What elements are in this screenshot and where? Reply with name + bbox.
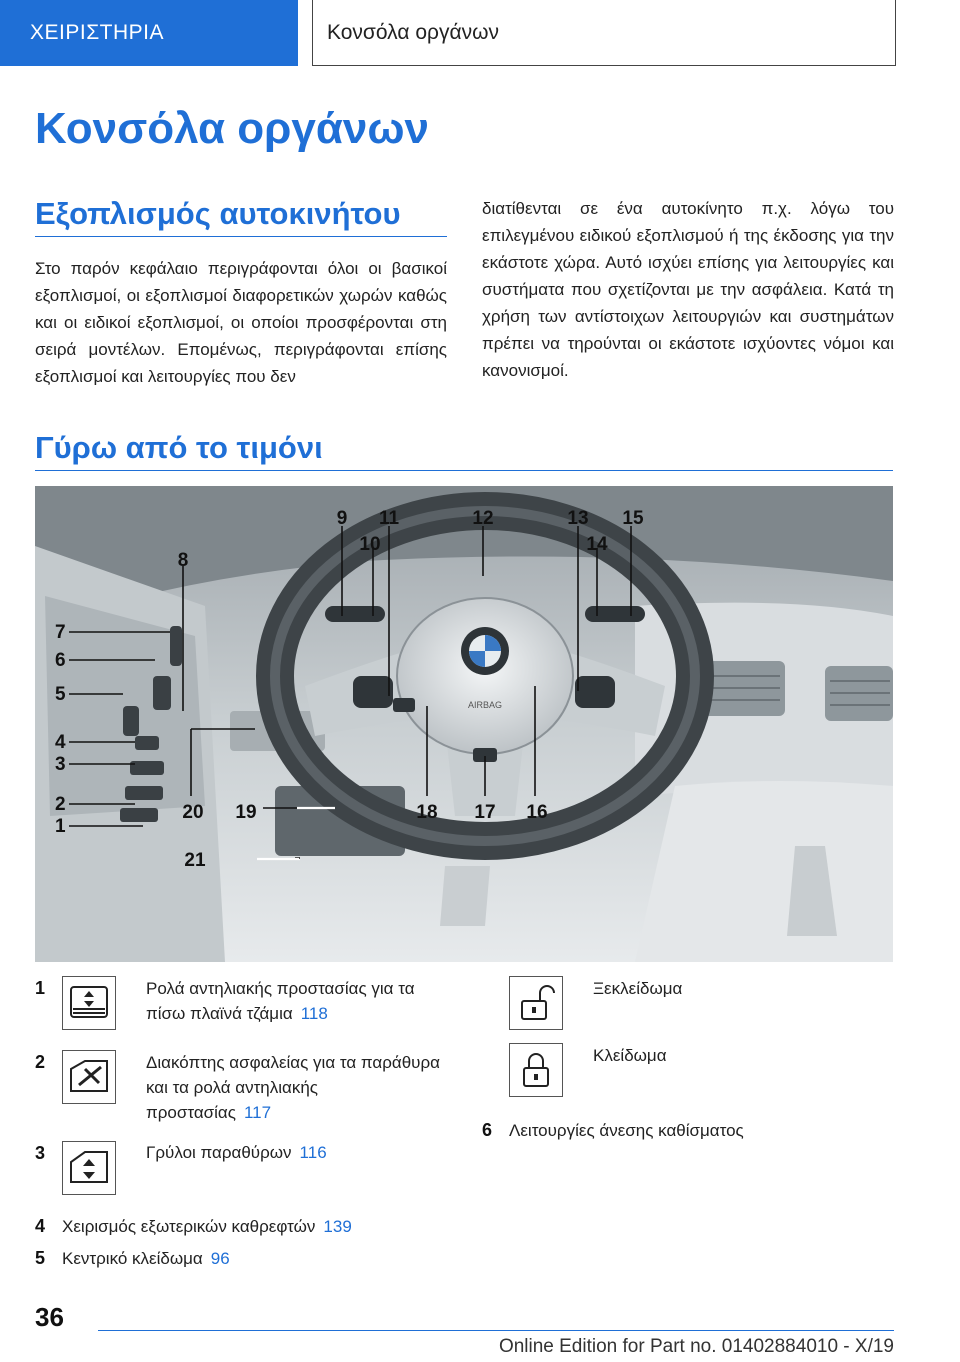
sunblind-icon bbox=[62, 976, 116, 1030]
callout-12: 12 bbox=[472, 508, 494, 529]
callout-11: 11 bbox=[378, 508, 400, 529]
callout-3: 3 bbox=[55, 754, 66, 775]
page-number: 36 bbox=[35, 1302, 64, 1332]
callout-15: 15 bbox=[622, 508, 644, 529]
legend-item-lock: Κλείδωμα bbox=[593, 1046, 667, 1065]
callout-2: 2 bbox=[55, 794, 66, 815]
lock-icon bbox=[509, 1043, 563, 1097]
legend-item-5 bbox=[62, 1246, 442, 1271]
footer-rule bbox=[98, 1330, 894, 1331]
legend-number: 1 bbox=[35, 978, 46, 998]
unlock-icon bbox=[509, 976, 563, 1030]
page-ref-link[interactable]: 96 bbox=[210, 1249, 230, 1268]
page-ref-link[interactable]: 118 bbox=[300, 1004, 328, 1023]
chapter-tab: Κονσόλα οργάνων bbox=[312, 0, 896, 66]
legend-text: Χειρισμός εξωτερικών καθρεφτών bbox=[62, 1217, 316, 1236]
page-title: Κονσόλα οργάνων bbox=[35, 104, 430, 153]
legend-number: 4 bbox=[35, 1216, 46, 1236]
legend-item-4 bbox=[62, 1214, 442, 1239]
callout-5: 5 bbox=[55, 684, 66, 705]
callout-10: 10 bbox=[359, 534, 381, 555]
legend-item-2 bbox=[146, 1050, 446, 1125]
legend-text: Διακόπτης ασφαλείας για τα παράθυρα και τα ρολά αντηλιακής προστασίας bbox=[146, 1053, 440, 1122]
legend-text: Ρολά αντηλιακής προστασίας για τα πίσω πλαϊνά τζάμια bbox=[146, 979, 415, 1023]
intro-paragraph-left: Στο παρόν κεφάλαιο περιγράφονται όλοι οι βασικοί εξοπλισμοί, οι εξοπλισμοί διαφορετικών χωρών καθώς και οι ειδικοί εξοπλισμοί, οι οποίοι προσφέρονται στη σειρά μοντέλων. Επομένως, περιγράφονται επίσης εξοπλισμοί και λειτουργίες που δεν bbox=[35, 259, 447, 386]
legend-number: 2 bbox=[35, 1052, 46, 1072]
airbag-label: AIRBAG bbox=[467, 700, 503, 710]
legend-item-6: Λειτουργίες άνεσης καθίσματος bbox=[509, 1121, 744, 1140]
cockpit-photo bbox=[35, 486, 893, 962]
legend-item-1 bbox=[146, 976, 446, 1026]
legend-number: 5 bbox=[35, 1248, 46, 1268]
legend-text: Κεντρικό κλείδωμα bbox=[62, 1249, 203, 1268]
section-heading-equipment: Εξοπλισμός αυτοκινήτου bbox=[35, 196, 401, 231]
section-rule-steering bbox=[35, 470, 893, 471]
page-ref-link[interactable]: 117 bbox=[243, 1103, 272, 1122]
callout-8: 8 bbox=[177, 550, 189, 571]
callout-21: 21 bbox=[184, 850, 206, 871]
callout-13: 13 bbox=[567, 508, 589, 529]
legend-number: 6 bbox=[482, 1120, 493, 1140]
callout-18: 18 bbox=[416, 802, 438, 823]
window-lock-icon bbox=[62, 1050, 116, 1104]
legend-item-3 bbox=[146, 1140, 446, 1165]
callout-7: 7 bbox=[55, 622, 66, 643]
intro-paragraph-right: διατίθενται σε ένα αυτοκίνητο π.χ. λόγω του επιλεγμένου ειδικού εξοπλισμού ή της έκδοσης για την εκάστοτε χώρα. Αυτό ισχύει επίσης για λειτουργίες και συστήματα που σχετίζονται με την ασφάλεια. Κατά τη χρήση των αντίστοιχων λειτουργιών και συστημάτων πρέπει να τηρούνται οι εκάστοτε ισχύοντες νόμοι και κανονισμοί. bbox=[482, 199, 894, 380]
footer-edition: Online Edition for Part no. 01402884010 - X/19 bbox=[498, 1336, 894, 1357]
callout-20: 20 bbox=[182, 802, 204, 823]
legend-item-unlock: Ξεκλείδωμα bbox=[593, 979, 683, 998]
window-lift-icon bbox=[62, 1141, 116, 1195]
legend-number: 3 bbox=[35, 1143, 46, 1163]
cockpit-illustration bbox=[35, 486, 893, 962]
page-ref-link[interactable]: 116 bbox=[299, 1143, 327, 1162]
callout-16: 16 bbox=[526, 802, 548, 823]
page-ref-link[interactable]: 139 bbox=[323, 1217, 352, 1236]
callout-19: 19 bbox=[235, 802, 257, 823]
callout-6: 6 bbox=[55, 650, 66, 671]
section-heading-steering: Γύρω από το τιμόνι bbox=[35, 430, 323, 465]
callout-9: 9 bbox=[336, 508, 348, 529]
section-rule bbox=[35, 236, 447, 237]
callout-4: 4 bbox=[55, 732, 66, 753]
callout-1: 1 bbox=[55, 816, 66, 837]
legend-text: Γρύλοι παραθύρων bbox=[146, 1143, 292, 1162]
callout-17: 17 bbox=[474, 802, 496, 823]
callout-14: 14 bbox=[586, 534, 608, 555]
section-tab: ΧΕΙΡΙΣΤΗΡΙΑ bbox=[0, 0, 298, 66]
